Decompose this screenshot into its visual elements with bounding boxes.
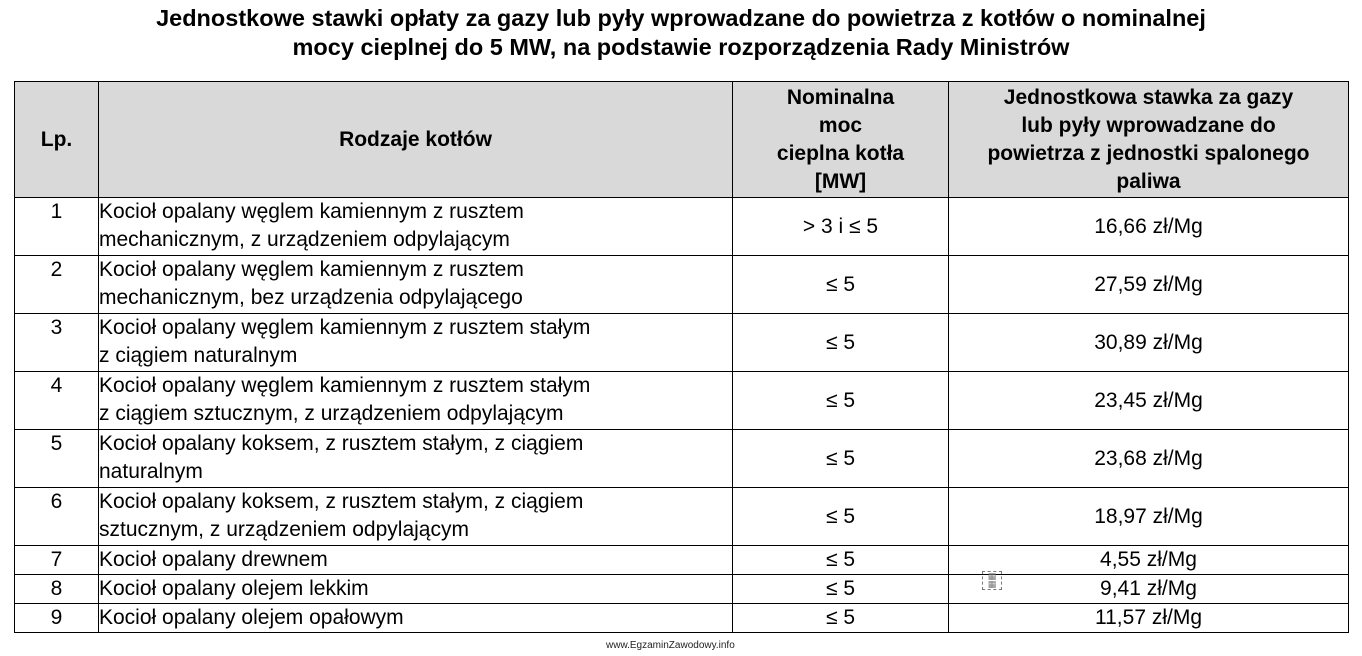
cell-lp: 5: [15, 430, 99, 488]
table-row: [15, 604, 1349, 633]
cell-lp: 7: [15, 546, 99, 575]
cell-power: ≤ 5: [733, 604, 949, 633]
table-row: [15, 430, 1349, 488]
cell-lp: 3: [15, 314, 99, 372]
table-row: [15, 372, 1349, 430]
cell-lp: 6: [15, 488, 99, 546]
cell-lp: 4: [15, 372, 99, 430]
cell-kind: Kocioł opalany olejem opałowym: [99, 604, 733, 633]
cell-rate: 30,89 zł/Mg: [949, 314, 1349, 372]
cell-lp: 8: [15, 575, 99, 604]
cell-power: ≤ 5: [733, 575, 949, 604]
cell-rate: 11,57 zł/Mg: [949, 604, 1349, 633]
cell-rate: 4,55 zł/Mg: [949, 546, 1349, 575]
cell-rate: 27,59 zł/Mg: [949, 256, 1349, 314]
cell-rate: 16,66 zł/Mg: [949, 198, 1349, 256]
cell-rate: 18,97 zł/Mg: [949, 488, 1349, 546]
table-row: [15, 314, 1349, 372]
table-row: [15, 198, 1349, 256]
table-header-row: [15, 82, 1349, 198]
table-row: [15, 546, 1349, 575]
table-row: [15, 488, 1349, 546]
title-line-1: Jednostkowe stawki opłaty za gazy lub pyły wprowadzane do powietrza z kotłów o nominalnej: [156, 5, 1206, 31]
cell-power: ≤ 5: [733, 488, 949, 546]
header-lp: Lp.: [15, 82, 99, 198]
cell-kind: Kocioł opalany olejem lekkim: [99, 575, 733, 604]
cell-kind: Kocioł opalany węglem kamiennym z rusztem stałym z ciągiem sztucznym, z urządzeniem odpylającym: [99, 372, 733, 430]
cell-power: ≤ 5: [733, 256, 949, 314]
cell-kind: Kocioł opalany węglem kamiennym z rusztem mechanicznym, z urządzeniem odpylającym: [99, 198, 733, 256]
cell-power: ≤ 5: [733, 546, 949, 575]
cell-power: ≤ 5: [733, 430, 949, 488]
cell-kind: Kocioł opalany drewnem: [99, 546, 733, 575]
title-line-2: mocy cieplnej do 5 MW, na podstawie rozporządzenia Rady Ministrów: [292, 34, 1070, 60]
cell-lp: 1: [15, 198, 99, 256]
table-row: [15, 575, 1349, 604]
header-rate: Jednostkowa stawka za gazy lub pyły wprowadzane do powietrza z jednostki spalonego paliwa: [949, 82, 1349, 198]
scanned-stamp-icon: ▦ ▦: [982, 571, 1002, 590]
cell-power: ≤ 5: [733, 314, 949, 372]
rates-table: [14, 81, 1349, 633]
cell-rate: 9,41 zł/Mg: [949, 575, 1349, 604]
cell-lp: 9: [15, 604, 99, 633]
cell-power: ≤ 5: [733, 372, 949, 430]
cell-kind: Kocioł opalany koksem, z rusztem stałym, z ciągiem naturalnym: [99, 430, 733, 488]
cell-kind: Kocioł opalany węglem kamiennym z rusztem mechanicznym, bez urządzenia odpylającego: [99, 256, 733, 314]
header-kind: Rodzaje kotłów: [99, 82, 733, 198]
cell-lp: 2: [15, 256, 99, 314]
table-row: [15, 256, 1349, 314]
header-power: Nominalna moc cieplna kotła [MW]: [733, 82, 949, 198]
watermark: www.EgzaminZawodowy.info: [606, 640, 735, 651]
page-title: [0, 4, 1362, 62]
cell-kind: Kocioł opalany koksem, z rusztem stałym, z ciągiem sztucznym, z urządzeniem odpylającym: [99, 488, 733, 546]
cell-kind: Kocioł opalany węglem kamiennym z rusztem stałym z ciągiem naturalnym: [99, 314, 733, 372]
cell-rate: 23,68 zł/Mg: [949, 430, 1349, 488]
cell-power: > 3 i ≤ 5: [733, 198, 949, 256]
cell-rate: 23,45 zł/Mg: [949, 372, 1349, 430]
